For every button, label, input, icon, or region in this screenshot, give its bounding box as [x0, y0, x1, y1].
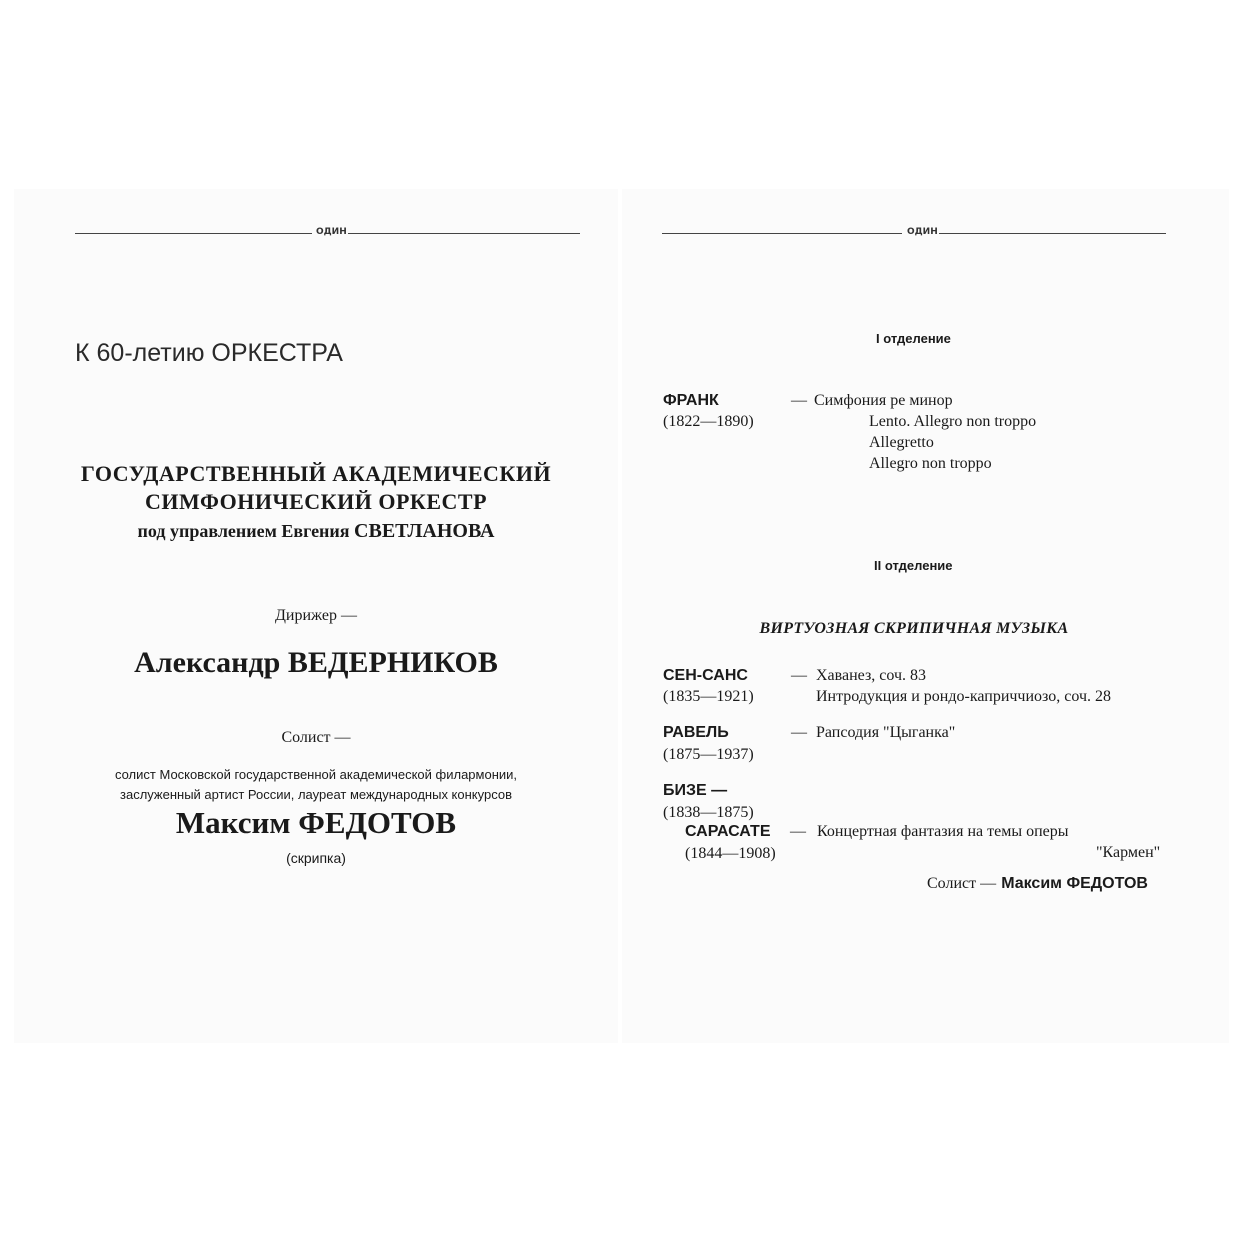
composer-sarasate: САРАСАТЕ: [685, 823, 771, 840]
composer-saint-saens: СЕН-САНС: [663, 667, 748, 684]
soloist-first-name: Максим: [175, 805, 291, 840]
final-soloist-label: Солист —: [927, 875, 997, 892]
composer-ravel: РАВЕЛЬ: [663, 724, 729, 741]
program-subtitle: ВИРТУОЗНАЯ СКРИПИЧНАЯ МУЗЫКА: [759, 620, 1069, 637]
years-saint-saens: (1835—1921): [663, 688, 754, 705]
years-sarasate: (1844—1908): [685, 845, 776, 862]
header-mark: ОДИН: [316, 227, 347, 237]
dash-franck: —: [791, 392, 807, 409]
final-soloist-line: [927, 873, 1148, 893]
dash-ravel: —: [791, 724, 807, 741]
work-franck: Симфония ре минор: [814, 392, 953, 409]
work-tzigane: Рапсодия "Цыганка": [816, 724, 956, 741]
conductor-first-name: Александр: [134, 646, 281, 679]
soloist-last-name: ФЕДОТОВ: [298, 805, 457, 840]
orchestra-name-line2: СИМФОНИЧЕСКИЙ ОРКЕСТР: [144, 489, 488, 514]
orchestra-name-line1: ГОСУДАРСТВЕННЫЙ АКАДЕМИЧЕСКИЙ: [80, 461, 552, 486]
soloist-instrument: (скрипка): [286, 850, 346, 866]
header-rule-right: [344, 233, 580, 234]
part2-title: II отделение: [874, 558, 953, 573]
conductor-label: Дирижер —: [275, 607, 357, 624]
composer-franck: ФРАНК: [663, 392, 719, 409]
leader-name: СВЕТЛАНОВА: [354, 520, 495, 542]
movement-2: Allegretto: [869, 434, 934, 451]
left-page: [14, 189, 618, 1043]
soloist-description-line2: заслуженный артист России, лауреат международных конкурсов: [120, 787, 512, 802]
movement-3: Allegro non troppo: [869, 455, 992, 472]
right-page: [622, 189, 1229, 1043]
header-rule-right: [924, 233, 1166, 234]
work-carmen-fantasy-line1: Концертная фантазия на темы оперы: [817, 823, 1069, 840]
header-mark: ОДИН: [907, 227, 938, 237]
dash-sarasate: —: [790, 823, 806, 840]
years-ravel: (1875—1937): [663, 746, 754, 763]
work-carmen-fantasy-line2: "Кармен": [1096, 844, 1161, 861]
composer-bizet: БИЗЕ —: [663, 782, 728, 799]
soloist-label: Солист —: [281, 729, 351, 746]
header-rule-left: [75, 233, 312, 234]
header-rule-left: [662, 233, 902, 234]
work-introduction-rondo: Интродукция и рондо-каприччиозо, соч. 28: [816, 688, 1111, 705]
dash-saint-saens: —: [791, 667, 807, 684]
conductor-last-name: ВЕДЕРНИКОВ: [287, 646, 498, 679]
years-franck: (1822—1890): [663, 413, 754, 430]
soloist-description-line1: солист Московской государственной академической филармонии,: [114, 767, 518, 782]
final-soloist-name: Максим ФЕДОТОВ: [1001, 875, 1148, 892]
years-bizet: (1838—1875): [663, 804, 754, 821]
work-havanaise: Хаванез, соч. 83: [816, 667, 927, 684]
part1-title: I отделение: [876, 331, 951, 346]
anniversary-heading: К 60-летию ОРКЕСТРА: [75, 339, 343, 367]
soloist-name: [14, 805, 618, 841]
orchestra-leader-line: [14, 520, 618, 543]
conductor-name: [14, 646, 618, 680]
leader-prefix: под управлением Евгения: [137, 521, 350, 541]
movement-1: Lento. Allegro non troppo: [869, 413, 1037, 430]
